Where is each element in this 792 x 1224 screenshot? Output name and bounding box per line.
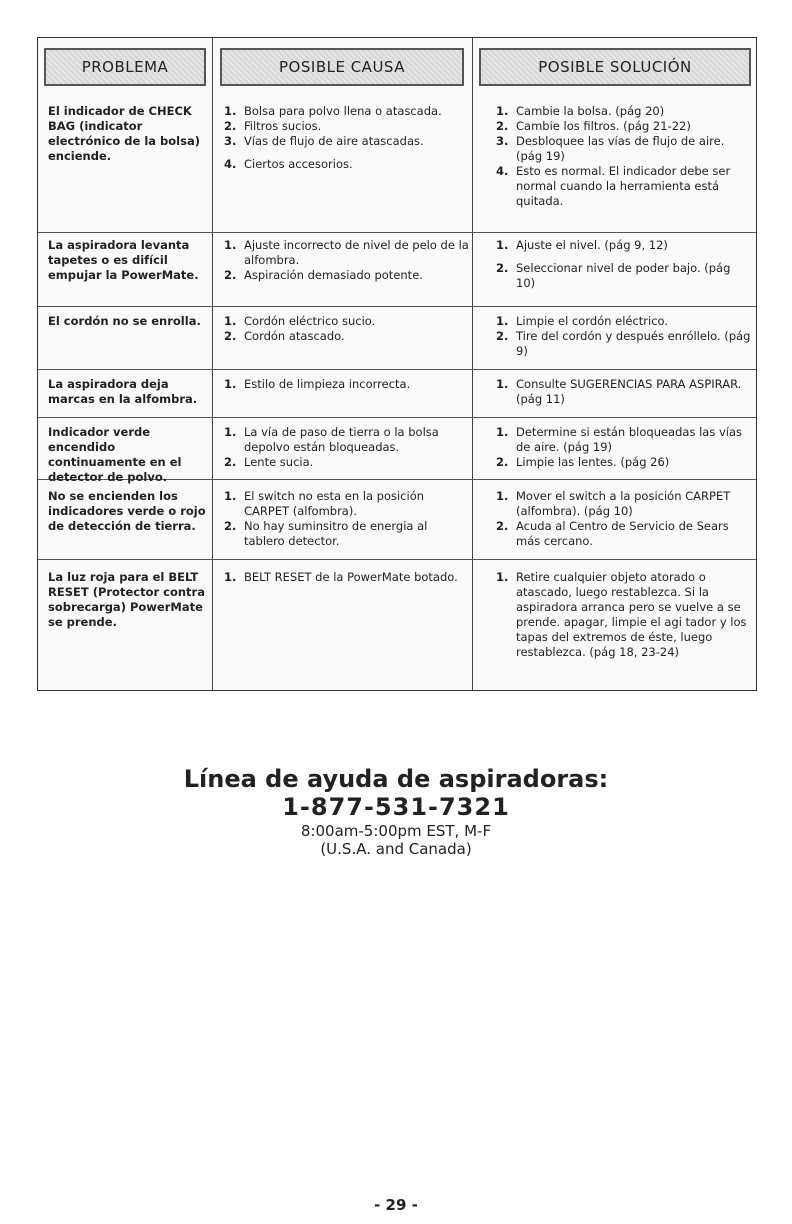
column-divider bbox=[212, 38, 213, 690]
item-text: Ajuste el nivel. (pág 9, 12) bbox=[516, 238, 668, 252]
solution-item bbox=[496, 134, 751, 164]
cause-item bbox=[224, 455, 470, 470]
cause-item bbox=[224, 489, 470, 519]
item-text: Vías de flujo de aire atascadas. bbox=[244, 134, 424, 148]
solution-item bbox=[496, 261, 751, 291]
row-1-causes bbox=[224, 104, 470, 172]
cause-item bbox=[224, 570, 470, 585]
item-text: Desbloquee las vías de flujo de aire. (pág 19) bbox=[516, 134, 725, 163]
item-text: BELT RESET de la PowerMate botado. bbox=[244, 570, 458, 584]
row-7-problem: La luz roja para el BELT RESET (Protector contra sobrecarga) PowerMate se prende. bbox=[48, 570, 205, 629]
item-text: Cordón atascado. bbox=[244, 329, 345, 343]
cause-item bbox=[224, 104, 470, 119]
troubleshooting-table bbox=[37, 37, 757, 691]
item-number: 2. bbox=[496, 519, 509, 533]
item-number: 3. bbox=[496, 134, 509, 148]
item-number: 1. bbox=[224, 377, 237, 391]
cause-item bbox=[224, 268, 470, 283]
solution-item bbox=[496, 314, 751, 329]
item-number: 2. bbox=[224, 519, 237, 533]
solution-item bbox=[496, 570, 751, 660]
item-number: 1. bbox=[496, 425, 509, 439]
item-text: Seleccionar nivel de poder bajo. (pág 10) bbox=[516, 261, 731, 290]
item-text: Aspiración demasiado potente. bbox=[244, 268, 423, 282]
item-text: Esto es normal. El indicador debe ser normal cuando la herramienta está quitada. bbox=[516, 164, 731, 208]
column-divider bbox=[472, 38, 473, 690]
cause-item bbox=[224, 238, 470, 268]
cause-item bbox=[224, 425, 470, 455]
item-number: 2. bbox=[224, 119, 237, 133]
row-1-solutions bbox=[496, 104, 751, 209]
row-1-problem: El indicador de CHECK BAG (indicator electrónico de la bolsa) enciende. bbox=[48, 104, 200, 163]
item-number: 1. bbox=[224, 104, 237, 118]
row-divider bbox=[38, 559, 756, 560]
cause-item bbox=[224, 377, 470, 392]
item-text: Lente sucia. bbox=[244, 455, 314, 469]
item-number: 2. bbox=[496, 119, 509, 133]
item-number: 1. bbox=[224, 489, 237, 503]
item-text: Determine si están bloqueadas las vías de aire. (pág 19) bbox=[516, 425, 743, 454]
item-number: 2. bbox=[224, 329, 237, 343]
helpline-title: Línea de ayuda de aspiradoras: bbox=[183, 765, 609, 793]
item-number: 2. bbox=[496, 455, 509, 469]
item-number: 1. bbox=[496, 377, 509, 391]
item-number: 2. bbox=[224, 455, 237, 469]
item-number: 3. bbox=[224, 134, 237, 148]
cause-item bbox=[224, 119, 470, 134]
row-5-problem: Indicador verde encendido continuamente en el detector de polvo. bbox=[48, 425, 182, 484]
item-number: 2. bbox=[224, 268, 237, 282]
solution-item bbox=[496, 119, 751, 134]
page-number: - 29 - bbox=[374, 1196, 418, 1214]
item-number: 1. bbox=[496, 314, 509, 328]
row-3-solutions bbox=[496, 314, 751, 359]
item-text: Filtros sucios. bbox=[244, 119, 322, 133]
solution-item bbox=[496, 104, 751, 119]
item-number: 4. bbox=[496, 164, 509, 178]
row-divider bbox=[38, 232, 756, 233]
item-text: Ajuste incorrecto de nivel de pelo de la alfombra. bbox=[244, 238, 469, 267]
item-text: Retire cualquier objeto atorado o atascado, luego restablezca. Si la aspiradora arranca pero se vuelve a se prende. apagar, limpie el agi tador y los tapas del extremos de éste, luego restablezca. (pág 18, 23-24) bbox=[516, 570, 747, 659]
item-text: No hay suminsitro de energia al tablero detector. bbox=[244, 519, 428, 548]
row-3-causes bbox=[224, 314, 470, 344]
helpline-phone: 1-877-531-7321 bbox=[282, 793, 510, 821]
item-text: Ciertos accesorios. bbox=[244, 157, 353, 171]
cause-item bbox=[224, 329, 470, 344]
item-number: 1. bbox=[496, 489, 509, 503]
row-2-causes bbox=[224, 238, 470, 283]
solution-item bbox=[496, 519, 751, 549]
item-text: Cambie la bolsa. (pág 20) bbox=[516, 104, 665, 118]
row-6-causes bbox=[224, 489, 470, 549]
helpline-region: (U.S.A. and Canada) bbox=[320, 840, 472, 858]
row-7-solutions bbox=[496, 570, 751, 660]
item-text: Limpie las lentes. (pág 26) bbox=[516, 455, 670, 469]
solution-item bbox=[496, 377, 751, 407]
item-number: 1. bbox=[496, 238, 509, 252]
item-text: Limpie el cordón eléctrico. bbox=[516, 314, 669, 328]
row-4-solutions bbox=[496, 377, 751, 407]
solution-item bbox=[496, 238, 751, 253]
item-text: Cordón eléctrico sucio. bbox=[244, 314, 376, 328]
row-7-causes bbox=[224, 570, 470, 585]
item-number: 1. bbox=[496, 104, 509, 118]
solution-item bbox=[496, 425, 751, 455]
solution-item bbox=[496, 164, 751, 209]
item-number: 1. bbox=[496, 570, 509, 584]
row-3-problem: El cordón no se enrolla. bbox=[48, 314, 201, 328]
item-text: Cambie los filtros. (pág 21-22) bbox=[516, 119, 691, 133]
item-number: 2. bbox=[496, 329, 509, 343]
cause-item bbox=[224, 157, 470, 172]
cause-item bbox=[224, 519, 470, 549]
solution-item bbox=[496, 455, 751, 470]
row-divider bbox=[38, 417, 756, 418]
item-text: La vía de paso de tierra o la bolsa depolvo están bloqueadas. bbox=[244, 425, 439, 454]
row-2-solutions bbox=[496, 238, 751, 291]
item-text: Consulte SUGERENCIAS PARA ASPIRAR. (pág 11) bbox=[516, 377, 742, 406]
item-text: El switch no esta en la posición CARPET (alfombra). bbox=[244, 489, 425, 518]
item-number: 2. bbox=[496, 261, 509, 275]
row-divider bbox=[38, 306, 756, 307]
solution-item bbox=[496, 489, 751, 519]
row-4-causes bbox=[224, 377, 470, 392]
row-6-solutions bbox=[496, 489, 751, 549]
row-divider bbox=[38, 369, 756, 370]
row-2-problem: La aspiradora levanta tapetes o es difícil empujar la PowerMate. bbox=[48, 238, 199, 282]
helpline-hours: 8:00am-5:00pm EST, M-F bbox=[300, 822, 492, 840]
item-text: Estilo de limpieza incorrecta. bbox=[244, 377, 411, 391]
item-text: Bolsa para polvo llena o atascada. bbox=[244, 104, 442, 118]
row-4-problem: La aspiradora deja marcas en la alfombra. bbox=[48, 377, 198, 406]
item-number: 1. bbox=[224, 314, 237, 328]
item-number: 1. bbox=[224, 425, 237, 439]
item-number: 4. bbox=[224, 157, 237, 171]
row-5-causes bbox=[224, 425, 470, 470]
header-cause: POSIBLE CAUSA bbox=[220, 48, 464, 86]
header-problem: PROBLEMA bbox=[44, 48, 206, 86]
solution-item bbox=[496, 329, 751, 359]
item-text: Acuda al Centro de Servicio de Sears más cercano. bbox=[516, 519, 729, 548]
cause-item bbox=[224, 314, 470, 329]
cause-item bbox=[224, 134, 470, 149]
row-6-problem: No se encienden los indicadores verde o rojo de detección de tierra. bbox=[48, 489, 206, 533]
row-5-solutions bbox=[496, 425, 751, 470]
item-text: Tire del cordón y después enróllelo. (pág 9) bbox=[516, 329, 751, 358]
item-number: 1. bbox=[224, 570, 237, 584]
header-solution: POSIBLE SOLUCIÓN bbox=[479, 48, 751, 86]
item-number: 1. bbox=[224, 238, 237, 252]
item-text: Mover el switch a la posición CARPET (alfombra). (pág 10) bbox=[516, 489, 731, 518]
